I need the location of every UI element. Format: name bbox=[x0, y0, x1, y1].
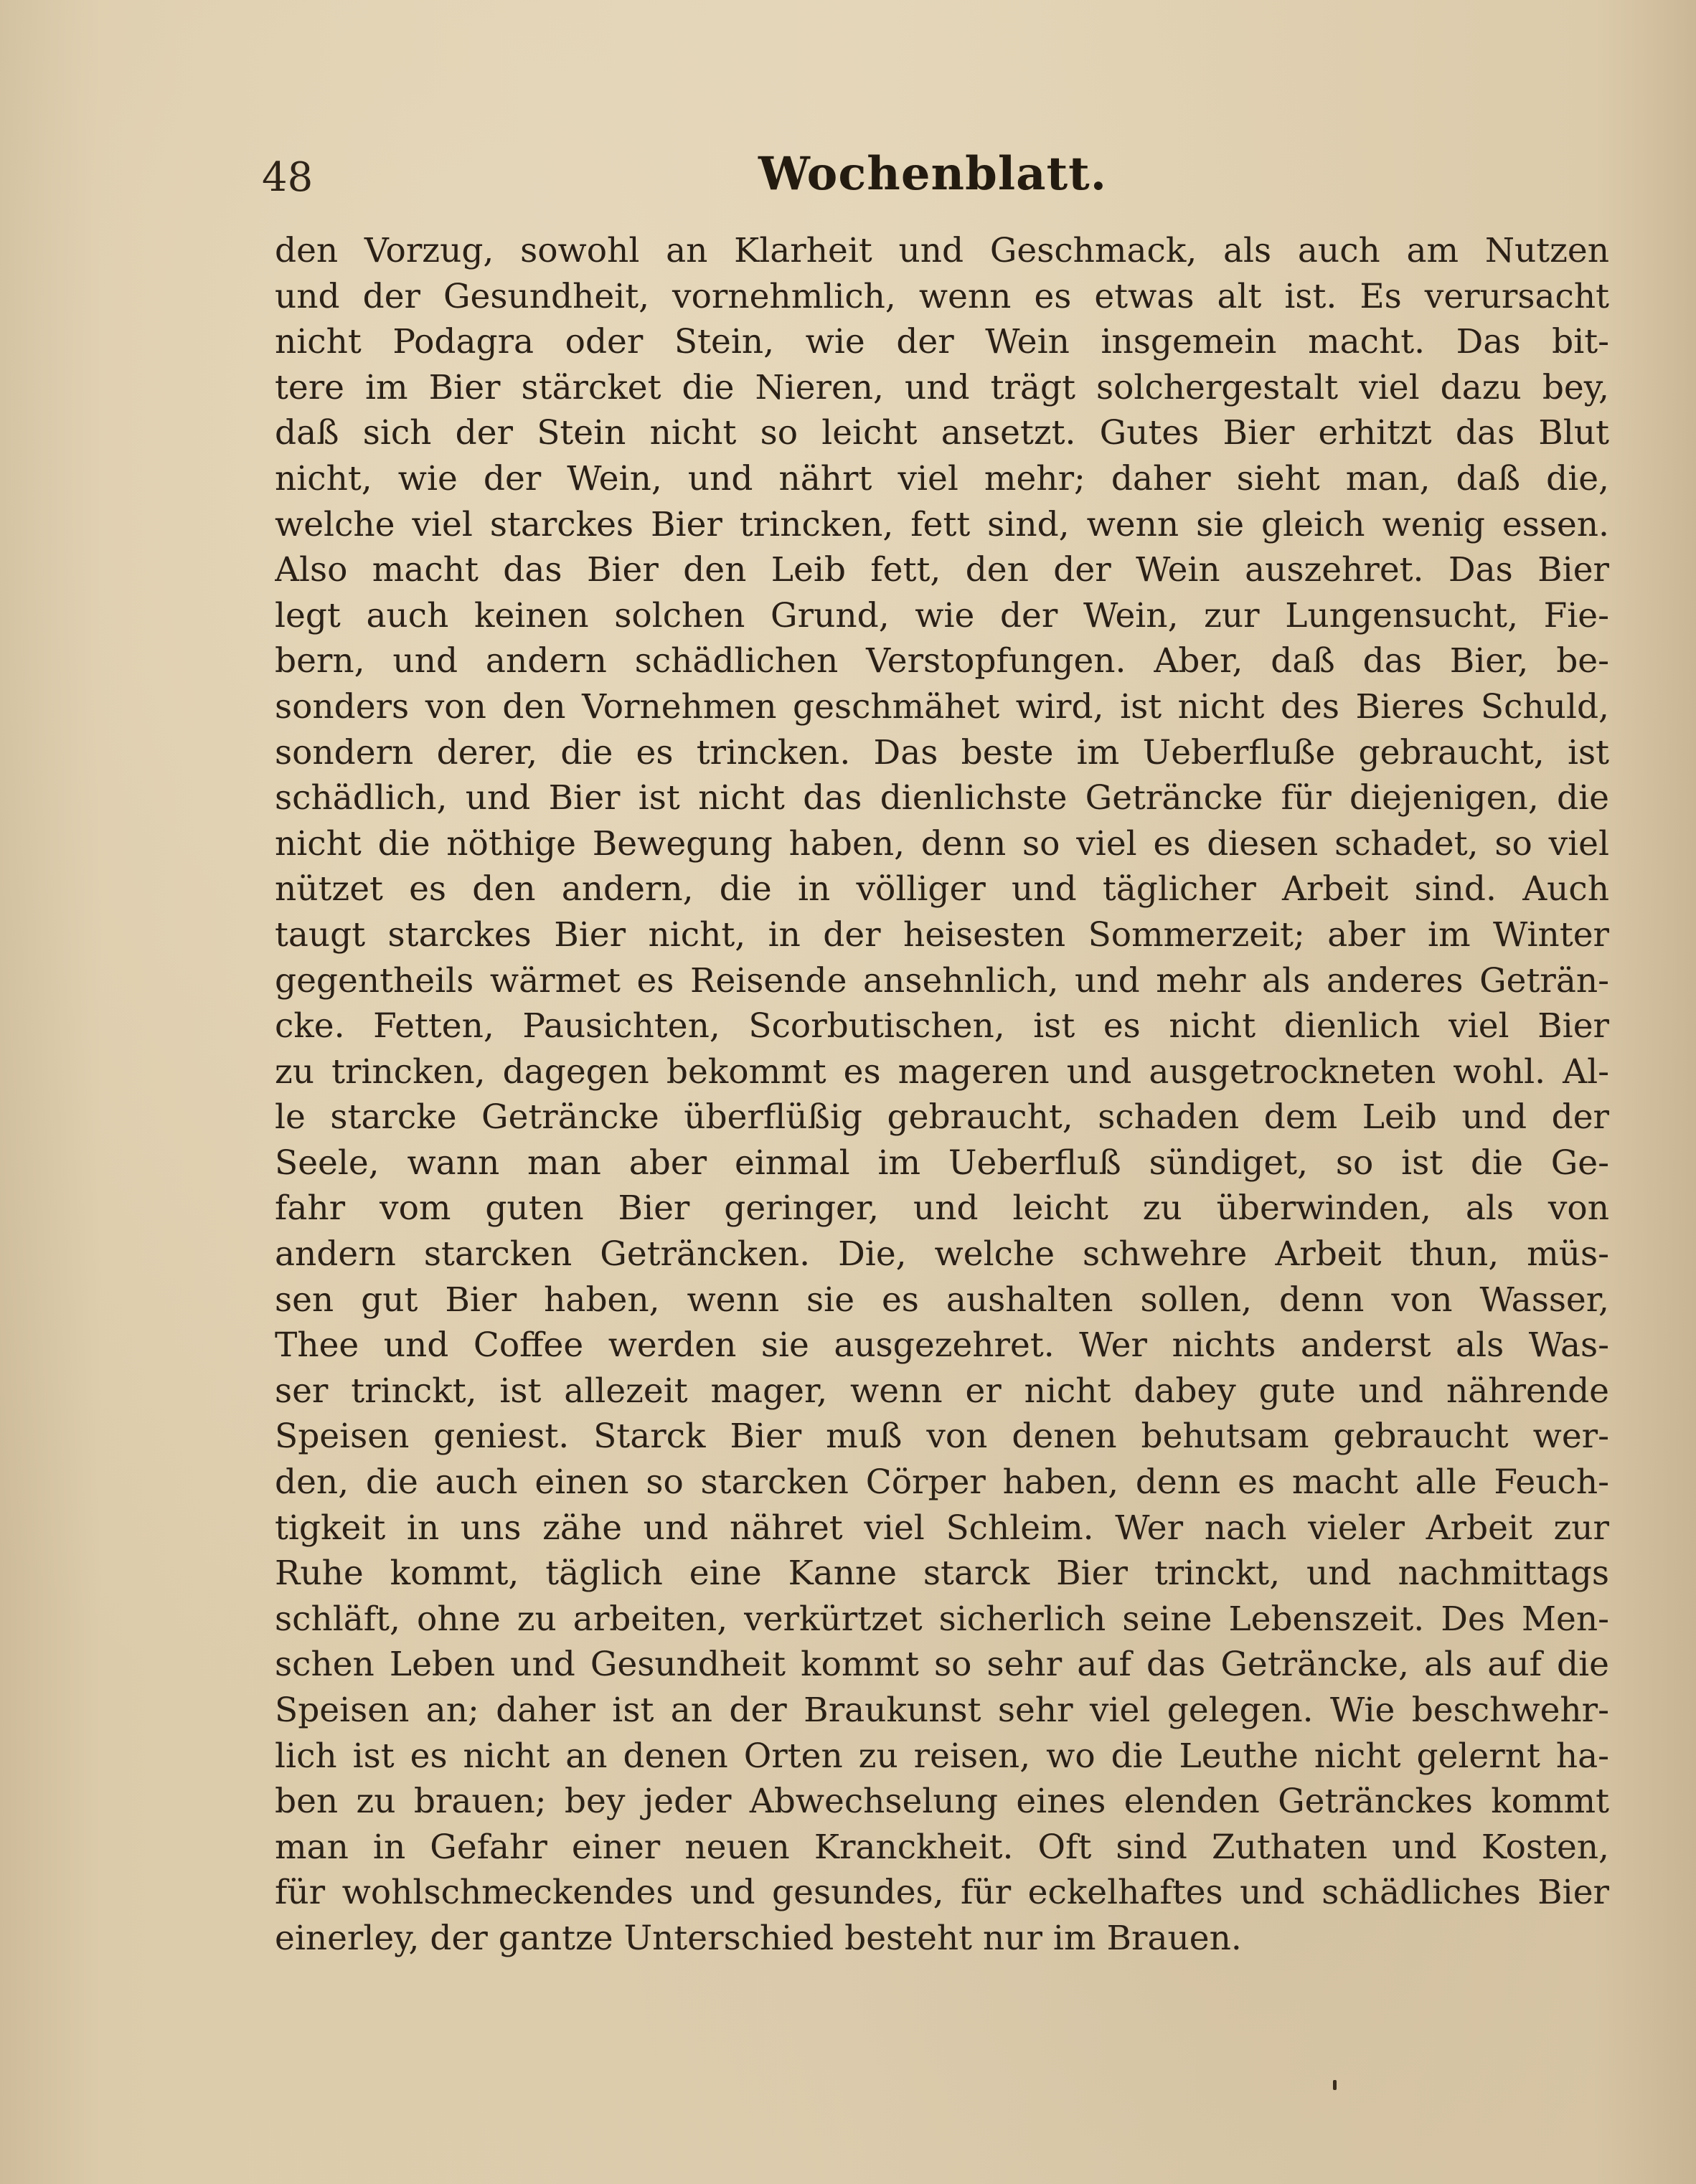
text-line: ben zu brauen; bey jeder Abwechselung eines elenden Getränckes kommt bbox=[275, 1782, 1609, 1822]
text-line: zu trincken, dagegen bekommt es mageren und ausgetrockneten wohl. Al- bbox=[275, 1051, 1609, 1092]
text-line: gegentheils wärmet es Reisende ansehnlich, und mehr als anderes Geträn- bbox=[275, 960, 1609, 1001]
text-line: einerley, der gantze Unterschied besteht nur im Brauen. bbox=[275, 1918, 1242, 1958]
text-line: lich ist es nicht an denen Orten zu reisen, wo die Leuthe nicht gelernt ha- bbox=[275, 1736, 1609, 1776]
text-line: le starcke Geträncke überflüßig gebraucht, schaden dem Leib und der bbox=[275, 1097, 1609, 1138]
text-line: welche viel starckes Bier trincken, fett sind, wenn sie gleich wenig essen. bbox=[275, 504, 1609, 544]
text-line: cke. Fetten, Pausichten, Scorbutischen, ist es nicht dienlich viel Bier bbox=[275, 1006, 1609, 1046]
text-line: sen gut Bier haben, wenn sie es aushalten sollen, denn von Wasser, bbox=[275, 1280, 1609, 1320]
running-title: Wochenblatt. bbox=[758, 147, 1108, 201]
text-line: tere im Bier stärcket die Nieren, und trägt solchergestalt viel dazu bey, bbox=[275, 367, 1609, 407]
text-line: Ruhe kommt, täglich eine Kanne starck Bier trinckt, und nachmittags bbox=[275, 1554, 1609, 1594]
body-text bbox=[275, 228, 1609, 1962]
text-line: andern starcken Geträncken. Die, welche schwehre Arbeit thun, müs- bbox=[275, 1234, 1609, 1275]
ink-speck bbox=[1333, 2080, 1337, 2090]
text-line: man in Gefahr einer neuen Kranckheit. Oft sind Zuthaten und Kosten, bbox=[275, 1827, 1609, 1867]
text-line: Seele, wann man aber einmal im Ueberfluß sündiget, so ist die Ge- bbox=[275, 1143, 1609, 1183]
text-line: nicht, wie der Wein, und nährt viel mehr; daher sieht man, daß die, bbox=[275, 458, 1609, 498]
text-line: den Vorzug, sowohl an Klarheit und Geschmack, als auch am Nutzen bbox=[275, 231, 1609, 270]
text-line: tigkeit in uns zähe und nähret viel Schleim. Wer nach vieler Arbeit zur bbox=[275, 1508, 1609, 1548]
page-header bbox=[262, 147, 1603, 212]
text-line: Speisen an; daher ist an der Braukunst sehr viel gelegen. Wie beschwehr- bbox=[275, 1691, 1609, 1730]
page-number: 48 bbox=[262, 154, 314, 201]
text-line: bern, und andern schädlichen Verstopfungen. Aber, daß das Bier, be- bbox=[275, 641, 1609, 681]
text-line: fahr vom guten Bier geringer, und leicht zu überwinden, als von bbox=[275, 1188, 1609, 1229]
text-line: nicht Podagra oder Stein, wie der Wein insgemein macht. Das bit- bbox=[275, 322, 1609, 362]
text-line: den, die auch einen so starcken Cörper haben, denn es macht alle Feuch- bbox=[275, 1462, 1609, 1503]
text-line: nützet es den andern, die in völliger und täglicher Arbeit sind. Auch bbox=[275, 869, 1609, 909]
text-line: Also macht das Bier den Leib fett, den der Wein auszehret. Das Bier bbox=[275, 550, 1609, 590]
text-line: schläft, ohne zu arbeiten, verkürtzet sicherlich seine Lebenszeit. Des Men- bbox=[275, 1599, 1609, 1639]
text-line: legt auch keinen solchen Grund, wie der Wein, zur Lungensucht, Fie- bbox=[275, 595, 1609, 635]
text-line: schen Leben und Gesundheit kommt so sehr auf das Geträncke, als auf die bbox=[275, 1645, 1609, 1685]
text-line: ser trinckt, ist allezeit mager, wenn er nicht dabey gute und nährende bbox=[275, 1371, 1609, 1411]
text-line: Thee und Coffee werden sie ausgezehret. Wer nichts anderst als Was- bbox=[275, 1325, 1609, 1366]
text-line: und der Gesundheit, vornehmlich, wenn es etwas alt ist. Es verursacht bbox=[275, 276, 1609, 316]
text-line: sondern derer, die es trincken. Das beste im Ueberfluße gebraucht, ist bbox=[275, 732, 1609, 772]
text-line: schädlich, und Bier ist nicht das dienlichste Geträncke für diejenigen, die bbox=[275, 778, 1609, 818]
text-line: taugt starckes Bier nicht, in der heisesten Sommerzeit; aber im Winter bbox=[275, 914, 1609, 955]
text-line: daß sich der Stein nicht so leicht ansetzt. Gutes Bier erhitzt das Blut bbox=[275, 413, 1609, 453]
text-line: sonders von den Vornehmen geschmähet wird, ist nicht des Bieres Schuld, bbox=[275, 686, 1609, 727]
text-line: nicht die nöthige Bewegung haben, denn so viel es diesen schadet, so viel bbox=[275, 823, 1609, 864]
text-line: Speisen geniest. Starck Bier muß von denen behutsam gebraucht wer- bbox=[275, 1417, 1609, 1457]
text-line: für wohlschmeckendes und gesundes, für eckelhaftes und schädliches Bier bbox=[275, 1873, 1609, 1913]
